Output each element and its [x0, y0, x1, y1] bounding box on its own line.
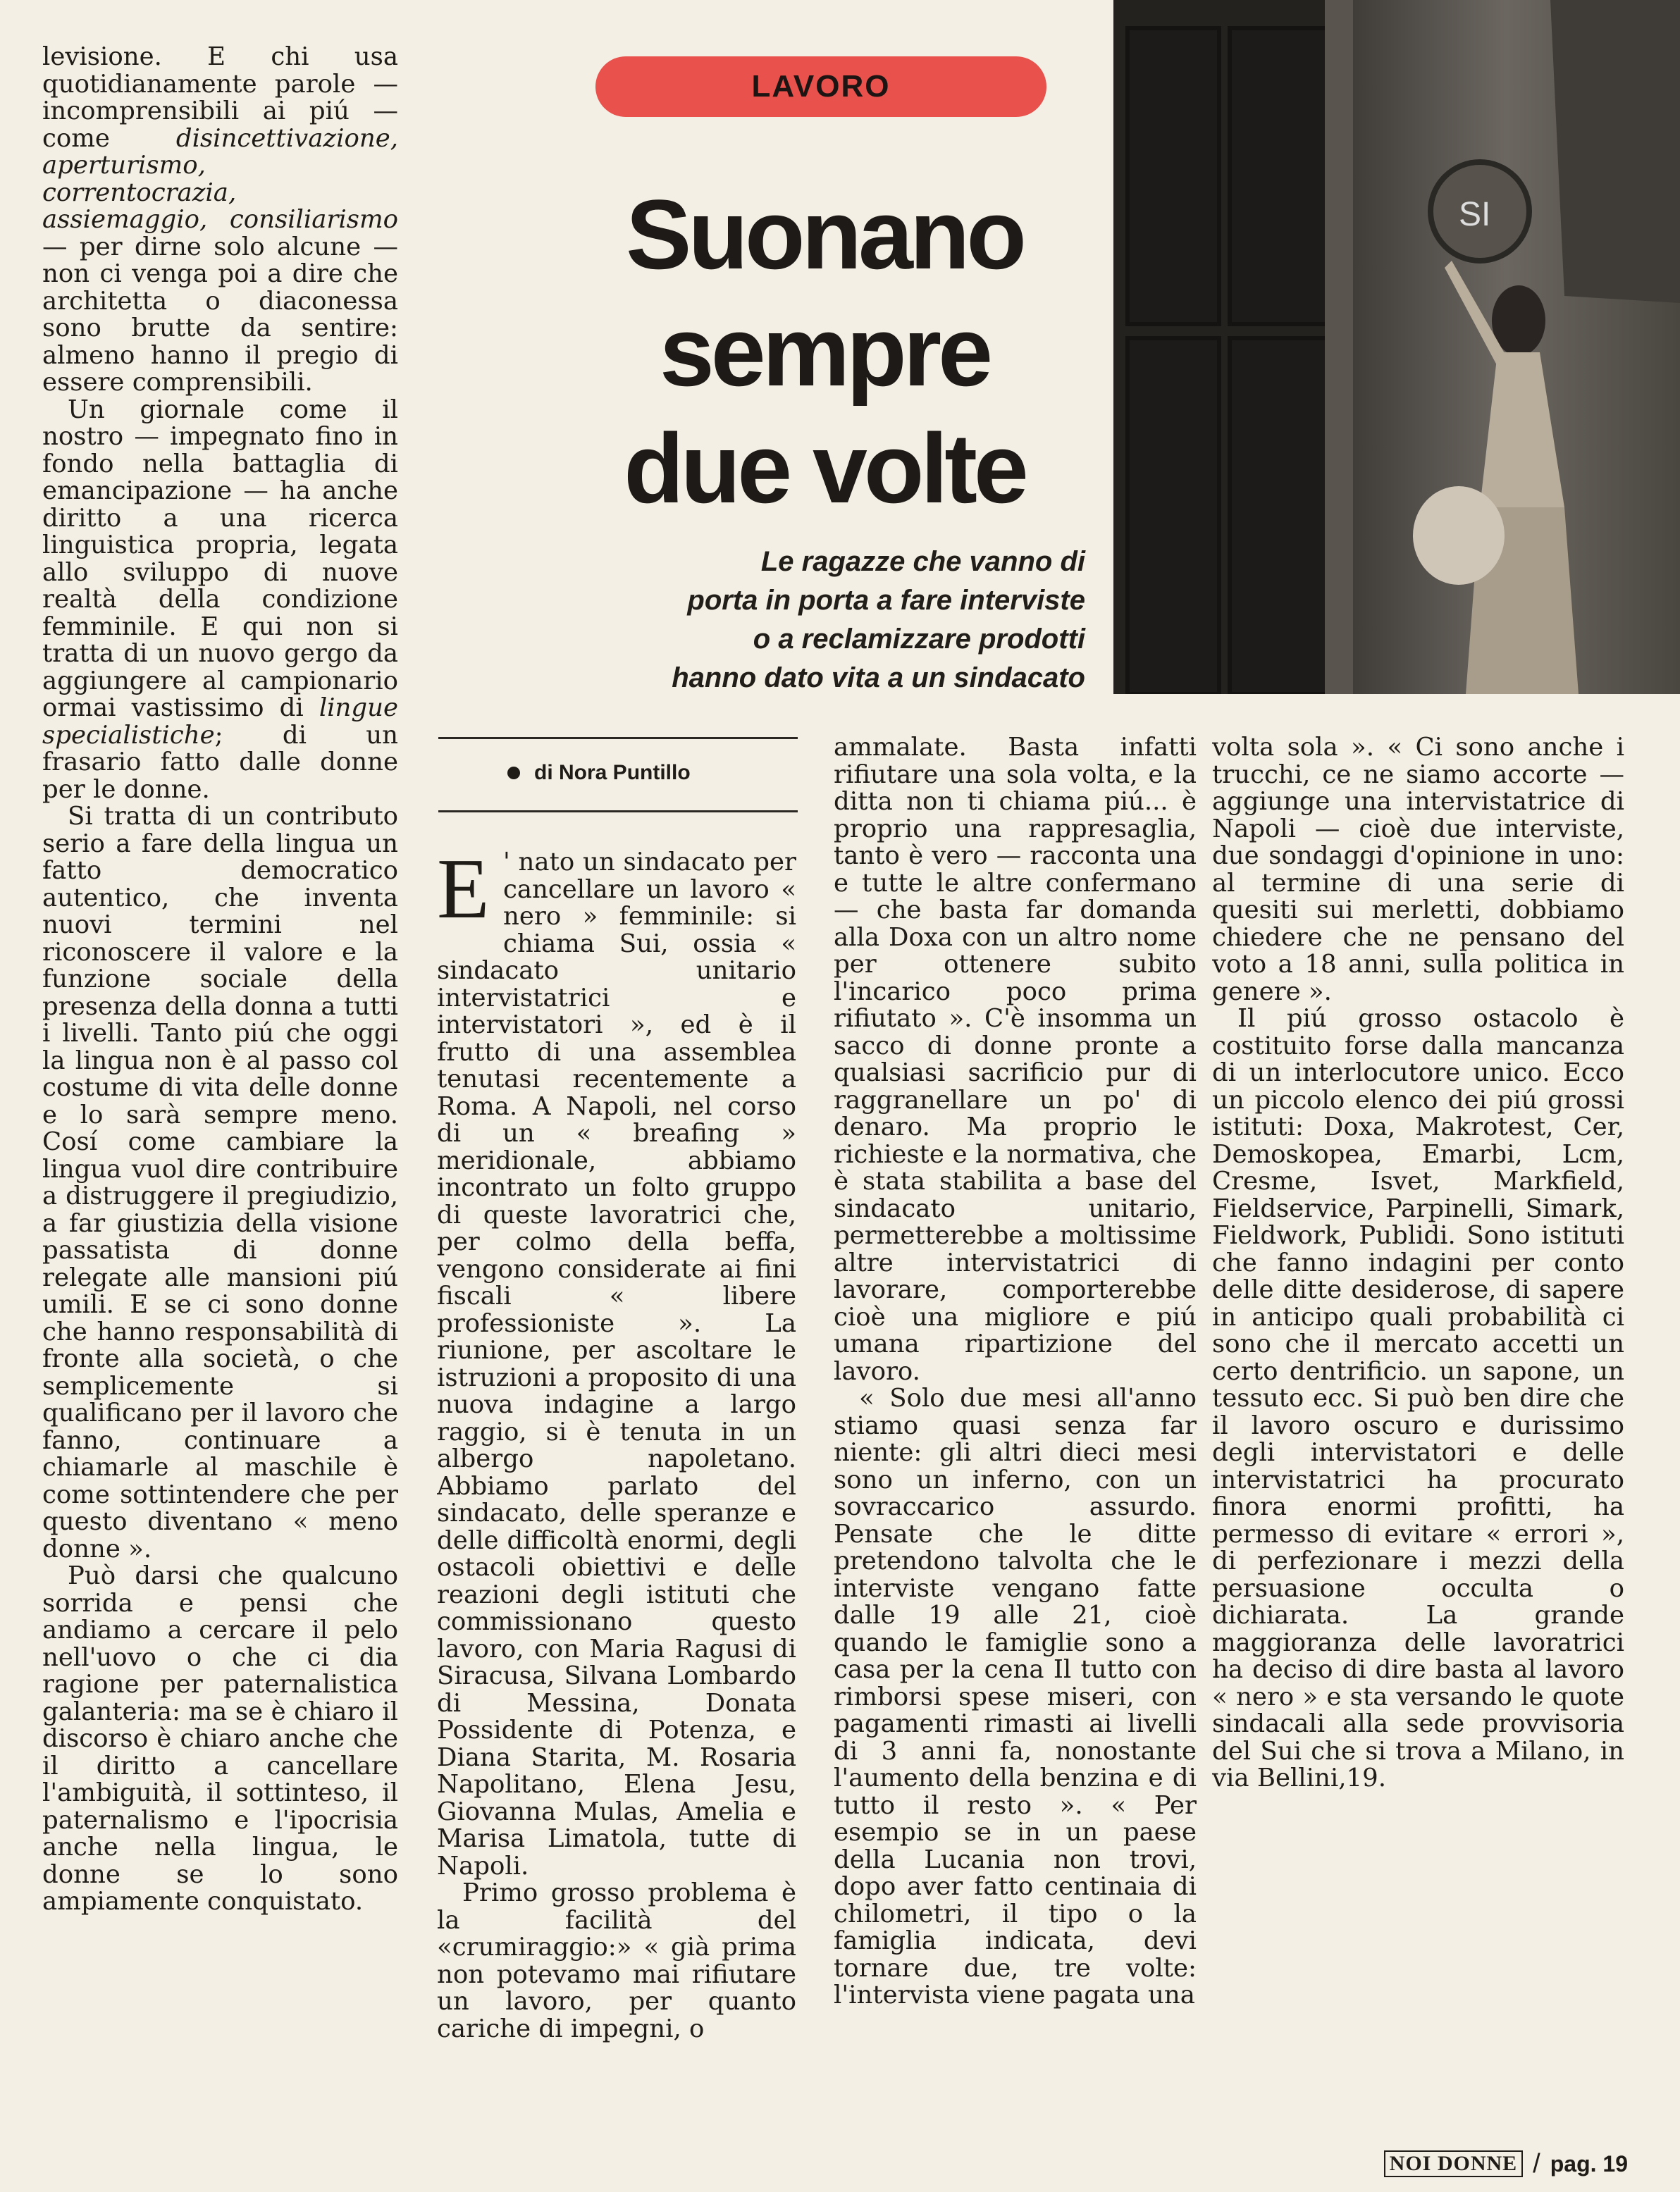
article-column-1 — [42, 44, 398, 2108]
subtitle-line: Le ragazze che vanno di — [760, 546, 1085, 577]
door-sign-text: SI — [1459, 196, 1491, 233]
photo-illustration — [1113, 0, 1680, 694]
magazine-logo: NOI DONNE — [1384, 2150, 1524, 2177]
byline-rule — [438, 737, 798, 739]
headline-line: Suonano — [626, 179, 1023, 290]
article-column-2 — [437, 849, 796, 2153]
subtitle-line: o a reclamizzare prodotti — [753, 624, 1085, 655]
headline-line: due volte — [624, 413, 1025, 524]
headline — [521, 176, 1128, 527]
author-name: di Nora Puntillo — [534, 761, 691, 784]
paragraph: Può darsi che qualcuno sorrida e pensi che andiamo a cercare il pelo nell'uovo o che ci dia ragione per paternalistica galanteria: ma se è chiaro il discorso è chiaro anche che il diritto a cancellare l'ambiguità, il sottinteso, il paternalismo e l'ipocrisia anche nella lingua, le donne se lo sono ampiamente conquistato. — [42, 1561, 398, 1916]
paragraph: Un giornale come il nostro — impegnato fino in fondo nella battaglia di emancipazione — ha anche diritto a una ricerca linguistica propria, legata allo sviluppo di nuove realtà della condizione femminile. E qui non si tratta di un nuovo gergo da aggiungere al campionario ormai vastissimo di lingue specialistiche; di un frasario fatto dalle donne per le donne. — [42, 395, 398, 804]
page-footer — [1360, 2148, 1628, 2180]
subtitle-line: hanno dato vita a un sindacato — [672, 662, 1085, 693]
article-column-4 — [1212, 734, 1624, 2153]
drop-cap: E — [437, 849, 490, 936]
bullet-icon — [507, 767, 520, 779]
headline-line: sempre — [659, 296, 990, 407]
paragraph: Il piú grosso ostacolo è costituito forse dalla mancanza di un interlocutore unico. Ecco un piccolo elenco dei piú grossi istituti: Doxa, Makrotest, Cer, Demoskopea, Emarbi, Lcm, Cresme, Isvet, Markfield, Fieldservice, Parpinelli, Simark, Fieldwork, Publidi. Sono istituti che fanno indagini per conto delle ditte desiderose, di sapere in anticipo quali probabilità ci sono che il mercato accetti un certo dentrificio. un sapone, un tessuto ecc. Si può ben dire che il lavoro oscuro e durissimo degli intervistatori e delle intervistatrici ha procurato finora enormi profitti, ha permesso di evitare « errori », di perfezionare i mezzi della persuasione occulta o dichiarata. La grande maggioranza delle lavoratrici ha deciso di dire basta al lavoro « nero » e sta versando le quote sindacali alla sede provvisoria del Sui che si trova a Milano, in via Bellini,19. — [1212, 1004, 1624, 1792]
paragraph: Primo grosso problema è la facilità del «crumiraggio:» « già prima non potevamo mai rifiutare un lavoro, per quanto cariche di impegni, o — [437, 1878, 796, 2043]
paragraph: ammalate. Basta infatti rifiutare una sola volta, e la ditta non ti chiama piú... è proprio una rappresaglia, tanto è vero — racconta una e tutte le altre confermano — che basta far domanda alla Doxa con un altro nome per ottenere subito l'incarico poco prima rifiutato ». C'è insomma un sacco di donne pronte a qualsiasi sacrificio pur di raggranellare un po' di denaro. Ma proprio le richieste e la normativa, che è stata stabilita a base del sindacato unitario, permetterebbe a moltissime altre intervistatrici di lavorare, comporterebbe cioè una migliore e piú umana ripartizione del lavoro. — [834, 734, 1197, 1386]
subtitle-line: porta in porta a fare interviste — [687, 585, 1085, 616]
section-tag: LAVORO — [595, 56, 1046, 117]
paragraph: « Solo due mesi all'anno stiamo quasi senza far niente: gli altri dieci mesi sono un inferno, con un sovraccarico assurdo. Pensate che le ditte pretendono talvolta che le interviste vengano fatte dalle 19 alle 21, cioè quando le famiglie sono a casa per la cena Il tutto con rimborsi spese miseri, con pagamenti rimasti ai livelli di 3 anni fa, nonostante l'aumento della benzina e di tutto il resto ». « Per esempio se in un paese della Lucania non trovi, dopo aver fatto centinaia di chilometri, il tipo o la famiglia indicata, devi tornare due, tre volte: l'intervista viene pagata una — [834, 1384, 1197, 2010]
paragraph: levisione. E chi usa quotidianamente parole — incomprensibili ai piú — come disincettivazione, aperturismo, correntocrazia, assiemaggio, consiliarismo — per dirne solo alcune — non ci venga poi a dire che architetta o diaconessa sono brutte da sentire: almeno hanno il pregio di essere comprensibili. — [42, 44, 398, 397]
paragraph: E ' nato un sindacato per cancellare un lavoro « nero » femminile: si chiama Sui, ossia « sindacato unitario intervistatrici e intervistatori », ed è il frutto di una assemblea tenutasi recentemente a Roma. A Napoli, nel corso di un « breafing » meridionale, abbiamo incontrato un folto gruppo di queste lavoratrici che, per colmo della beffa, vengono considerate ai fini fiscali « libere professioniste ». La riunione, per ascoltare le istruzioni a proposito di una nuova indagine a largo raggio, si è tenuta in un albergo napoletano. Abbiamo parlato del sindacato, delle speranze e delle difficoltà enormi, degli ostacoli obiettivi e delle reazioni degli istituti che commissionano questo lavoro, con Maria Ragusi di Siracusa, Silvana Lombardo di Messina, Donata Possidente di Potenza, e Diana Starita, M. Rosaria Napolitano, Elena Jesu, Giovanna Mulas, Amelia e Marisa Limatola, tutte di Napoli. — [437, 849, 796, 1881]
article-photo — [1113, 0, 1680, 694]
article-column-3 — [834, 734, 1197, 2153]
paragraph: volta sola ». « Ci sono anche i trucchi, ce ne siamo accorte — aggiunge una intervistatrice di Napoli — cioè due interviste, due sondaggi d'opinione in uno: al termine di una serie di quesiti sui merletti, dobbiamo chiedere che ne pensano del voto a 18 anni, sulla politica in genere ». — [1212, 734, 1624, 1006]
paragraph: Si tratta di un contributo serio a fare della lingua un fatto democratico autentico, che inventa nuovi termini nel riconoscere il valore e la funzione sociale della presenza della donna a tutti i livelli. Tanto piú che oggi la lingua non è al passo col costume di vita delle donne e lo sarà sempre meno. Cosí come cambiare la lingua vuol dire contribuire a distruggere il pregiudizio, a far giustizia della visione passatista di donne relegate alle mansioni piú umili. E se ci sono donne che hanno responsabilità di fronte alla società, o che semplicemente si qualificano per il lavoro che fanno, continuare a chiamarle al maschile è come sottintendere che per questo diventano « meno donne ». — [42, 802, 398, 1563]
byline — [507, 761, 789, 785]
subtitle — [521, 543, 1085, 698]
page-number: pag. 19 — [1550, 2150, 1628, 2176]
byline-rule — [438, 810, 798, 812]
footer-separator: / — [1533, 2148, 1540, 2179]
